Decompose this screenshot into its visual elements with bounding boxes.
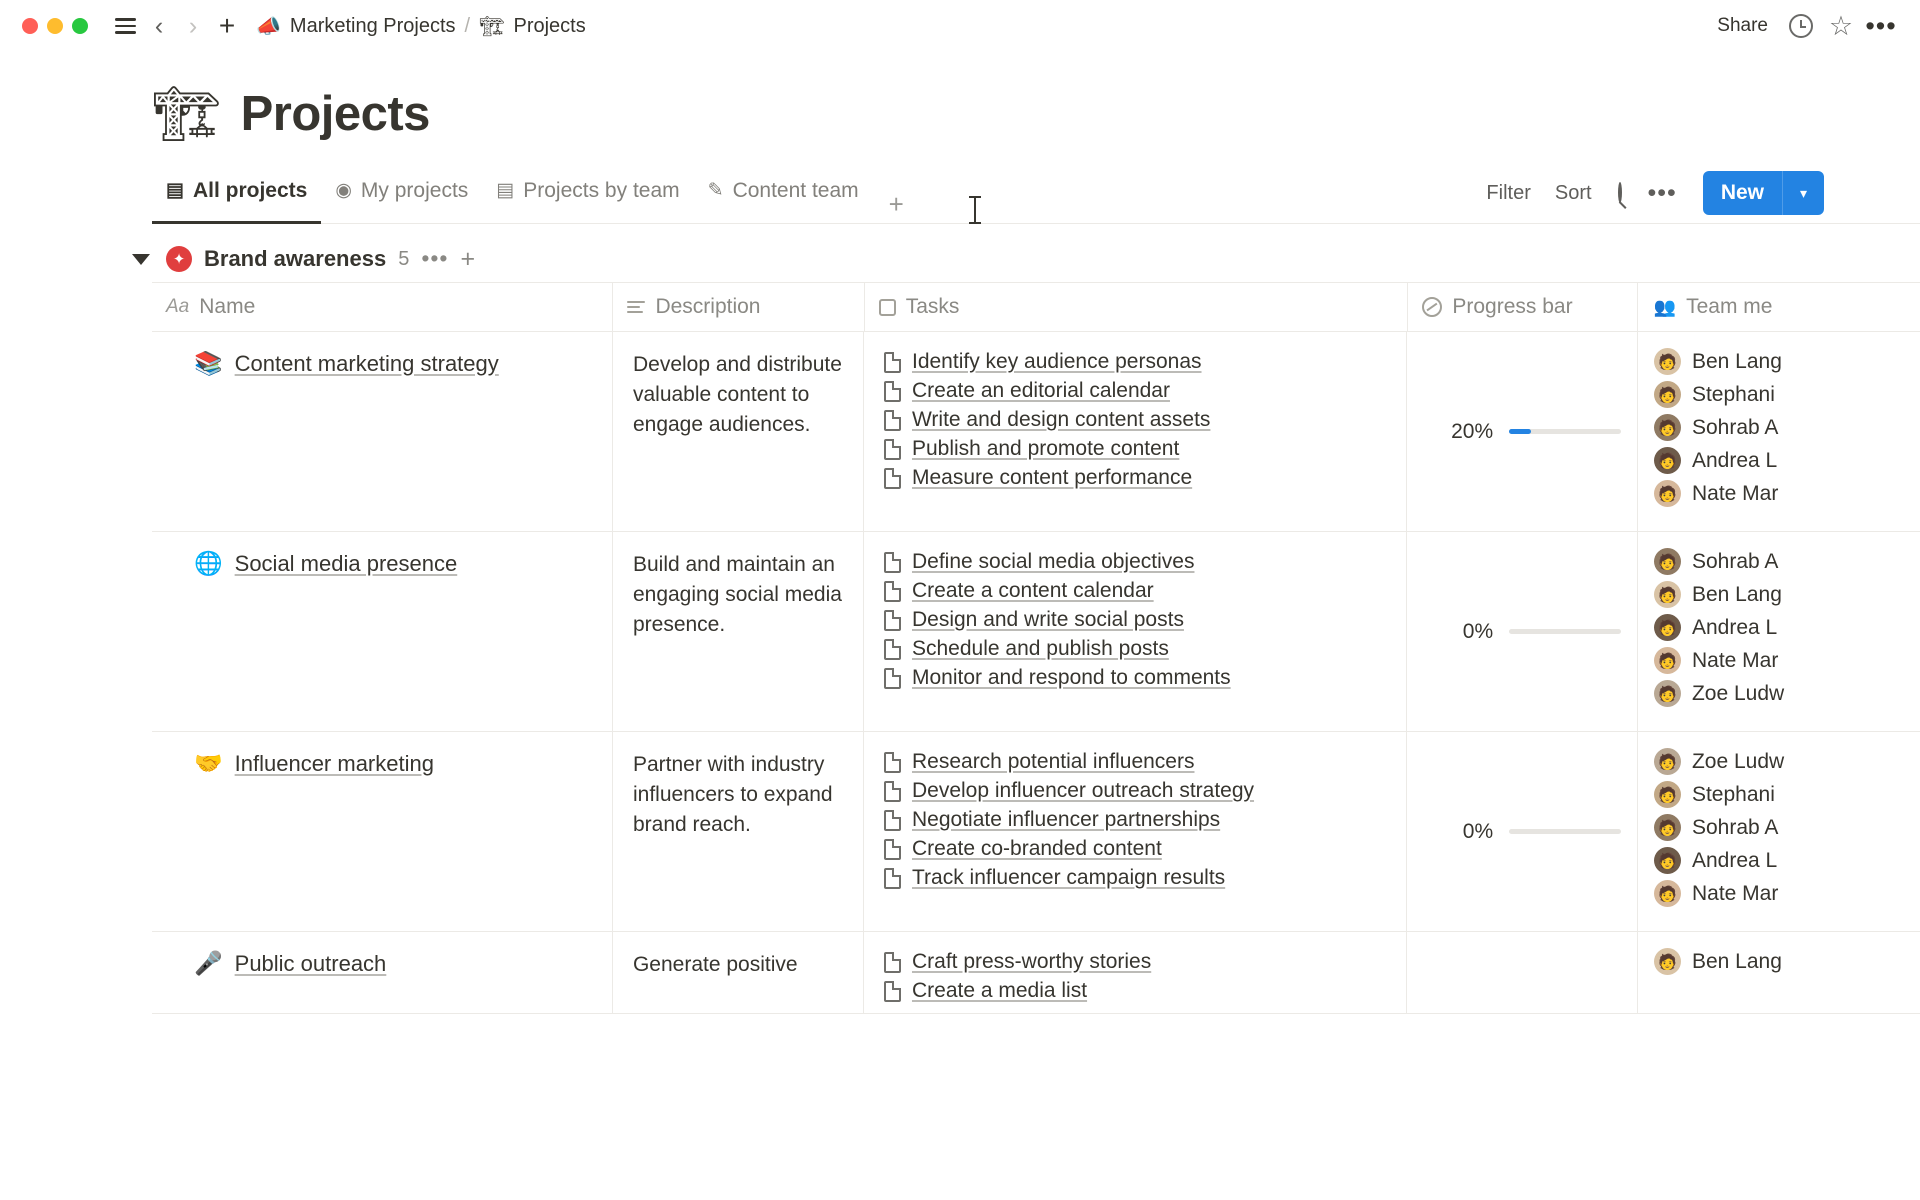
- task-label: Negotiate influencer partnerships: [911, 808, 1221, 831]
- task-label: Monitor and respond to comments: [911, 666, 1231, 689]
- task-item[interactable]: [878, 550, 1390, 574]
- cell-team[interactable]: [1638, 732, 1920, 931]
- task-label: Research potential influencers: [911, 750, 1195, 773]
- document-icon: [884, 868, 901, 889]
- team-member[interactable]: [1654, 781, 1920, 808]
- tab-label: All projects: [192, 178, 308, 202]
- task-label: Create an editorial calendar: [911, 379, 1170, 402]
- task-item[interactable]: [878, 437, 1390, 461]
- task-item[interactable]: [878, 379, 1390, 403]
- task-label: Craft press-worthy stories: [911, 950, 1152, 973]
- page-title-text[interactable]: Projects: [240, 87, 430, 141]
- breadcrumb-separator: /: [464, 14, 471, 37]
- column-header-tasks[interactable]: [865, 283, 1409, 331]
- task-label: Design and write social posts: [911, 608, 1184, 631]
- task-item[interactable]: [878, 608, 1390, 632]
- team-member[interactable]: [1654, 814, 1920, 841]
- chevron-down-icon[interactable]: ▾: [1782, 171, 1824, 215]
- column-header-description[interactable]: [613, 283, 864, 331]
- task-item[interactable]: [878, 408, 1390, 432]
- column-label: Team me: [1686, 295, 1773, 318]
- document-icon: [884, 381, 901, 402]
- member-name: Nate Mar: [1691, 481, 1779, 505]
- cell-name[interactable]: [152, 732, 613, 931]
- member-name: Ben Lang: [1691, 582, 1782, 606]
- cell-tasks[interactable]: [864, 932, 1407, 1013]
- project-name[interactable]: Social media presence: [234, 550, 458, 576]
- avatar: 🧑: [1654, 581, 1681, 608]
- team-member[interactable]: [1654, 480, 1920, 507]
- team-member[interactable]: [1654, 581, 1920, 608]
- progress-percent: 0%: [1462, 819, 1494, 843]
- group-more-icon[interactable]: •••: [421, 245, 449, 272]
- document-icon: [884, 952, 901, 973]
- group-header-brand-awareness: [132, 246, 1920, 272]
- avatar: 🧑: [1654, 348, 1681, 375]
- team-member[interactable]: [1654, 680, 1920, 707]
- group-add-icon[interactable]: +: [460, 244, 476, 273]
- clock-icon[interactable]: [1784, 9, 1818, 43]
- team-member[interactable]: [1654, 948, 1920, 975]
- cell-progress[interactable]: [1407, 732, 1638, 931]
- column-header-team[interactable]: [1638, 283, 1920, 331]
- table-row[interactable]: [152, 332, 1920, 532]
- cell-description[interactable]: [613, 932, 864, 1013]
- task-label: Publish and promote content: [911, 437, 1180, 460]
- member-name: Nate Mar: [1691, 648, 1779, 672]
- view-tabs: [152, 172, 976, 224]
- zoom-window-button[interactable]: [72, 18, 88, 34]
- close-window-button[interactable]: [22, 18, 38, 34]
- workspace-emoji-icon: 📣: [256, 15, 281, 38]
- column-header-name[interactable]: [152, 283, 613, 331]
- member-name: Ben Lang: [1691, 349, 1782, 373]
- document-icon: [884, 352, 901, 373]
- team-member[interactable]: [1654, 381, 1920, 408]
- cell-name[interactable]: [152, 532, 613, 731]
- task-item[interactable]: [878, 779, 1390, 803]
- task-label: Measure content performance: [911, 466, 1193, 489]
- task-label: Write and design content assets: [911, 408, 1211, 431]
- avatar: 🧑: [1654, 948, 1681, 975]
- description-text: Partner with industry influencers to expand brand reach.: [632, 753, 833, 836]
- project-name[interactable]: Public outreach: [234, 950, 387, 976]
- member-name: Sohrab A: [1691, 549, 1779, 573]
- task-item[interactable]: [878, 837, 1390, 861]
- member-name: Andrea L: [1691, 448, 1778, 472]
- star-icon[interactable]: ☆: [1828, 10, 1854, 41]
- breadcrumb: [256, 14, 586, 39]
- document-icon: [884, 610, 901, 631]
- page-emoji-icon: 🏗: [479, 15, 505, 38]
- column-label: Tasks: [905, 295, 960, 318]
- project-name[interactable]: Content marketing strategy: [234, 350, 499, 376]
- member-name: Zoe Ludw: [1691, 681, 1785, 705]
- task-item[interactable]: [878, 808, 1390, 832]
- member-name: Ben Lang: [1691, 949, 1782, 973]
- member-name: Zoe Ludw: [1691, 749, 1785, 773]
- progress-bar: [1509, 629, 1621, 634]
- tab-all-projects[interactable]: [152, 172, 321, 224]
- add-view-button[interactable]: +: [888, 188, 904, 219]
- cell-description[interactable]: [613, 532, 864, 731]
- table-row[interactable]: [152, 932, 1920, 1014]
- task-item[interactable]: [878, 350, 1390, 374]
- column-label: Progress bar: [1452, 295, 1573, 318]
- table-row[interactable]: [152, 532, 1920, 732]
- table-header-row: [152, 283, 1920, 332]
- cell-tasks[interactable]: [864, 532, 1407, 731]
- document-icon: [884, 439, 901, 460]
- more-horizontal-icon[interactable]: •••: [1647, 178, 1677, 207]
- avatar: 🧑: [1654, 647, 1681, 674]
- cell-team[interactable]: [1638, 332, 1920, 531]
- title-bar-actions: [1707, 0, 1898, 52]
- minimize-window-button[interactable]: [47, 18, 63, 34]
- group-name[interactable]: Brand awareness: [204, 246, 387, 271]
- page-title-emoji-icon[interactable]: 🏗: [152, 84, 221, 144]
- task-label: Schedule and publish posts: [911, 637, 1169, 660]
- new-button[interactable]: New: [1720, 181, 1764, 204]
- avatar: 🧑: [1654, 614, 1681, 641]
- more-horizontal-icon[interactable]: •••: [1865, 10, 1897, 41]
- member-name: Nate Mar: [1691, 881, 1779, 905]
- new-page-icon[interactable]: +: [218, 10, 236, 41]
- project-name[interactable]: Influencer marketing: [234, 750, 434, 776]
- avatar: 🧑: [1654, 414, 1681, 441]
- tab-label: Content team: [732, 178, 859, 202]
- task-item[interactable]: [878, 466, 1390, 490]
- new-button-group: [1703, 171, 1824, 215]
- search-icon[interactable]: [1606, 184, 1634, 202]
- document-icon: [884, 752, 901, 773]
- description-text: Develop and distribute valuable content to engage audiences.: [632, 353, 842, 436]
- column-header-progress[interactable]: [1408, 283, 1637, 331]
- avatar: 🧑: [1654, 548, 1681, 575]
- text-lines-icon: [627, 301, 645, 314]
- window-title-bar: [0, 0, 1920, 52]
- team-member[interactable]: [1654, 447, 1920, 474]
- cell-name[interactable]: [152, 932, 613, 1013]
- task-item[interactable]: [878, 637, 1390, 661]
- member-name: Andrea L: [1691, 848, 1778, 872]
- filter-button[interactable]: Filter: [1486, 181, 1531, 204]
- row-emoji-icon: 🤝: [194, 750, 223, 776]
- team-member[interactable]: [1654, 880, 1920, 907]
- document-icon: [884, 639, 901, 660]
- cell-description[interactable]: [613, 332, 864, 531]
- task-item[interactable]: [878, 579, 1390, 603]
- row-emoji-icon: 🎤: [194, 950, 223, 976]
- team-member[interactable]: [1654, 548, 1920, 575]
- task-item[interactable]: [878, 950, 1390, 974]
- tab-my-projects[interactable]: [321, 172, 482, 224]
- document-icon: [884, 668, 901, 689]
- traffic-lights: [22, 18, 88, 34]
- member-name: Andrea L: [1691, 615, 1778, 639]
- team-member[interactable]: [1654, 647, 1920, 674]
- member-name: Sohrab A: [1691, 415, 1779, 439]
- progress-icon: [1422, 297, 1442, 317]
- document-icon: [884, 781, 901, 802]
- cell-tasks[interactable]: [864, 732, 1407, 931]
- cell-progress[interactable]: [1407, 332, 1638, 531]
- person-circle-icon: ◉: [335, 180, 352, 201]
- avatar: 🧑: [1654, 680, 1681, 707]
- column-label: Name: [199, 295, 256, 318]
- task-label: Track influencer campaign results: [911, 866, 1226, 889]
- projects-table: [152, 282, 1920, 1014]
- avatar: 🧑: [1654, 480, 1681, 507]
- task-item[interactable]: [878, 750, 1390, 774]
- cell-progress[interactable]: [1407, 932, 1638, 1013]
- team-member[interactable]: [1654, 348, 1920, 375]
- checkbox-icon: [879, 299, 896, 316]
- description-text: Generate positive: [632, 953, 798, 976]
- share-button[interactable]: Share: [1717, 15, 1768, 36]
- document-icon: [884, 410, 901, 431]
- page-content: [0, 86, 1920, 1014]
- breadcrumb-workspace[interactable]: Marketing Projects: [289, 14, 456, 37]
- document-icon: [884, 552, 901, 573]
- member-name: Sohrab A: [1691, 815, 1779, 839]
- member-name: Stephani: [1691, 382, 1775, 406]
- navigate-back-icon[interactable]: ‹: [154, 11, 164, 40]
- avatar: 🧑: [1654, 880, 1681, 907]
- document-icon: [884, 468, 901, 489]
- progress-bar-fill: [1509, 429, 1531, 434]
- document-icon: [884, 981, 901, 1002]
- task-item[interactable]: [878, 666, 1390, 690]
- avatar: 🧑: [1654, 847, 1681, 874]
- row-emoji-icon: 📚: [194, 350, 223, 376]
- progress-bar: [1509, 429, 1621, 434]
- team-member[interactable]: [1654, 748, 1920, 775]
- avatar: 🧑: [1654, 814, 1681, 841]
- view-actions: [1476, 171, 1824, 215]
- avatar: 🧑: [1654, 748, 1681, 775]
- avatar: 🧑: [1654, 381, 1681, 408]
- table-row[interactable]: [152, 732, 1920, 932]
- task-label: Define social media objectives: [911, 550, 1195, 573]
- text-cursor: [974, 196, 976, 224]
- task-label: Develop influencer outreach strategy: [911, 779, 1255, 802]
- task-label: Create a media list: [911, 979, 1088, 1002]
- tab-label: Projects by team: [523, 178, 680, 202]
- page-title: [152, 86, 1920, 142]
- tab-content-team[interactable]: [694, 172, 873, 224]
- group-count: 5: [398, 247, 410, 270]
- task-label: Create co-branded content: [911, 837, 1162, 860]
- sort-button[interactable]: Sort: [1554, 181, 1592, 204]
- cell-team[interactable]: [1638, 932, 1920, 1013]
- description-text: Build and maintain an engaging social media presence.: [632, 553, 842, 636]
- breadcrumb-page[interactable]: Projects: [513, 14, 586, 37]
- cell-team[interactable]: [1638, 532, 1920, 731]
- task-label: Identify key audience personas: [911, 350, 1202, 373]
- tab-label: My projects: [360, 178, 469, 202]
- cell-tasks[interactable]: [864, 332, 1407, 531]
- team-member[interactable]: [1654, 414, 1920, 441]
- document-icon: [884, 581, 901, 602]
- tab-projects-by-team[interactable]: [482, 172, 693, 224]
- cell-progress[interactable]: [1407, 532, 1638, 731]
- pencil-square-icon: ✎: [707, 180, 724, 201]
- document-icon: [884, 839, 901, 860]
- database-icon: ▤: [166, 180, 184, 201]
- navigate-forward-icon[interactable]: ›: [188, 11, 198, 40]
- people-icon: 👥: [1653, 296, 1677, 317]
- aa-icon: Aa: [166, 296, 190, 317]
- collapse-group-icon[interactable]: [132, 254, 150, 265]
- column-label: Description: [655, 295, 761, 318]
- progress-percent: 20%: [1451, 419, 1494, 443]
- avatar: 🧑: [1654, 781, 1681, 808]
- cell-name[interactable]: [152, 332, 613, 531]
- view-tabs-row: [152, 172, 1920, 224]
- viewport-fade: [0, 1166, 1920, 1200]
- team-member[interactable]: [1654, 847, 1920, 874]
- document-icon: [884, 810, 901, 831]
- row-emoji-icon: 🌐: [194, 550, 223, 576]
- team-member[interactable]: [1654, 614, 1920, 641]
- sidebar-toggle-icon[interactable]: [108, 9, 142, 43]
- progress-percent: 0%: [1462, 619, 1494, 643]
- member-name: Stephani: [1691, 782, 1775, 806]
- task-item[interactable]: [878, 979, 1390, 1003]
- star-badge-icon: ✦: [166, 246, 192, 272]
- progress-bar: [1509, 829, 1621, 834]
- task-label: Create a content calendar: [911, 579, 1154, 602]
- avatar: 🧑: [1654, 447, 1681, 474]
- cell-description[interactable]: [613, 732, 864, 931]
- task-item[interactable]: [878, 866, 1390, 890]
- database-icon: ▤: [496, 180, 515, 201]
